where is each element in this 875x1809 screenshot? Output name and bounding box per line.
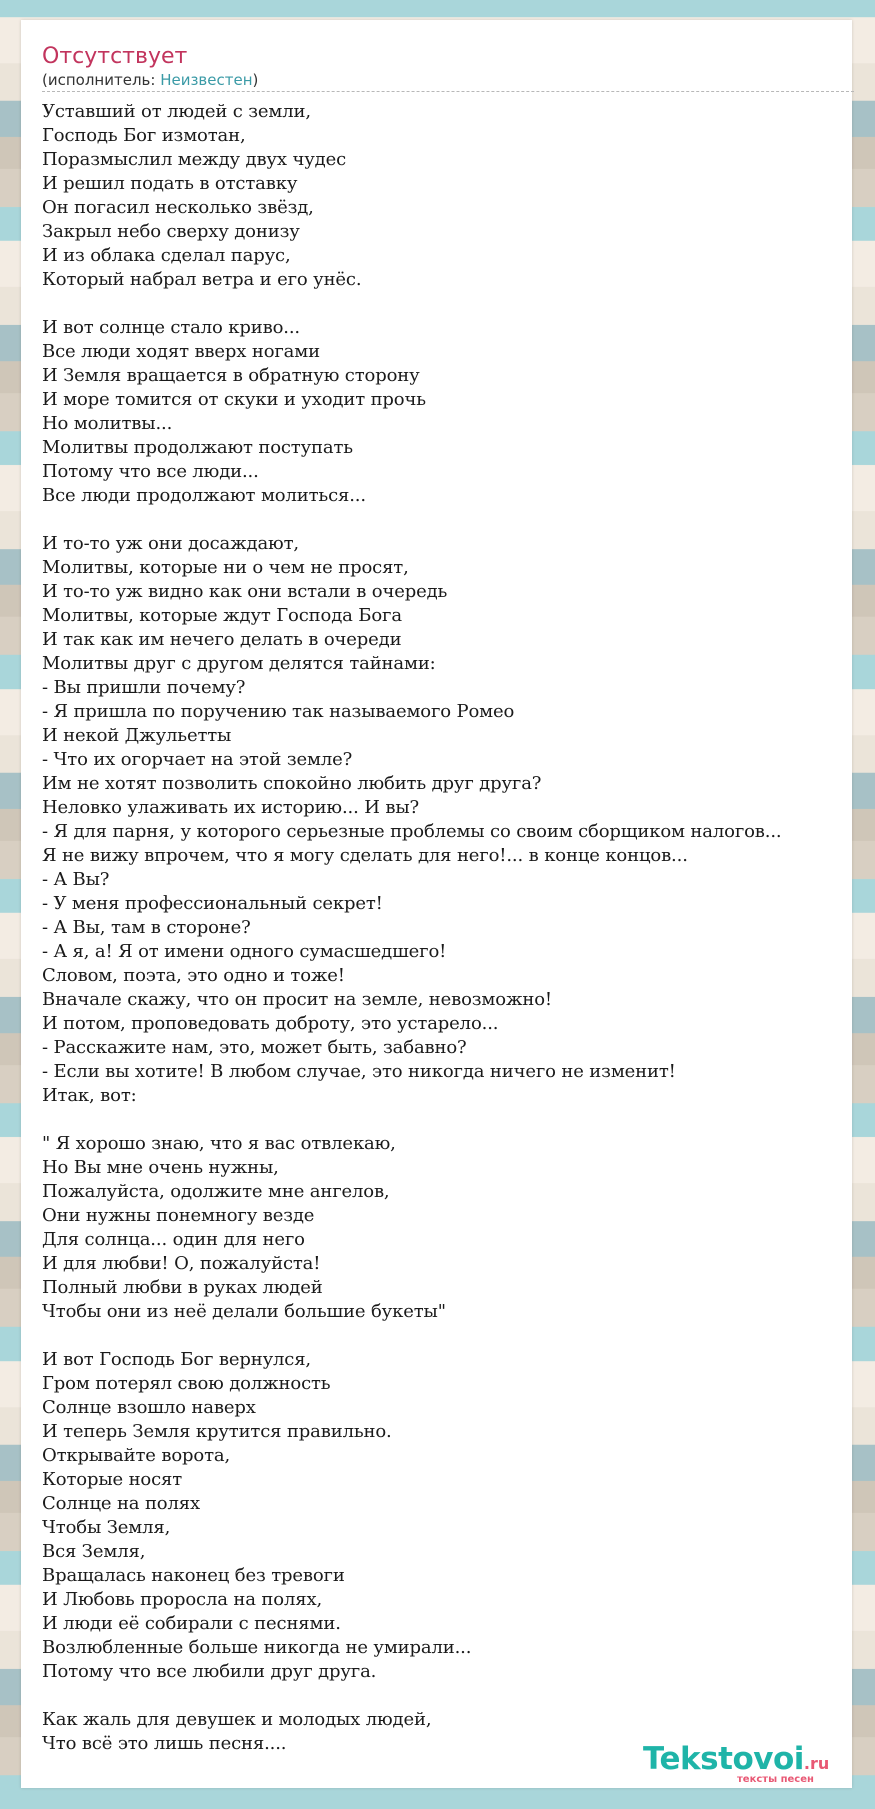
lyric-line: И для любви! О, пожалуйста! [42, 1253, 321, 1274]
lyric-line: Потому что все любили друг друга. [42, 1661, 377, 1682]
lyric-line: Открывайте ворота, [42, 1445, 231, 1466]
lyric-line [42, 1684, 875, 1708]
lyric-line: - А я, а! Я от имени одного сумасшедшего! [42, 941, 447, 962]
lyric-line: Все люди ходят вверх ногами [42, 341, 320, 362]
lyric-line: Молитвы, которые ждут Господа Бога [42, 605, 402, 626]
lyric-line: Полный любви в руках людей [42, 1277, 323, 1298]
lyric-line: И море томится от скуки и уходит прочь [42, 389, 426, 410]
lyric-line: Возлюбленные больше никогда не умирали... [42, 1637, 472, 1658]
lyric-line: И то-то уж видно как они встали в очередь [42, 581, 448, 602]
artist-suffix: ) [252, 71, 259, 89]
lyrics-card [21, 20, 852, 1788]
lyric-line: Словом, поэта, это одно и тоже! [42, 965, 345, 986]
lyric-line: Молитвы продолжают поступать [42, 437, 353, 458]
lyric-line: Вначале скажу, что он просит на земле, невозможно! [42, 989, 552, 1010]
logo-name: Tekstovoi [643, 1741, 804, 1777]
lyric-line: Итак, вот: [42, 1085, 137, 1106]
lyric-line: - Вы пришли почему? [42, 677, 246, 698]
lyric-line [42, 1324, 875, 1348]
lyric-line: И вот Господь Бог вернулся, [42, 1349, 311, 1370]
lyric-line: - Расскажите нам, это, может быть, забавно? [42, 1037, 467, 1058]
lyric-line: - Если вы хотите! В любом случае, это никогда ничего не изменит! [42, 1061, 676, 1082]
lyric-line: Солнце взошло наверх [42, 1397, 256, 1418]
lyric-line: Молитвы друг с другом делятся тайнами: [42, 653, 436, 674]
lyric-line: Чтобы они из неё делали большие букеты" [42, 1301, 446, 1322]
lyric-line: Чтобы Земля, [42, 1517, 171, 1538]
lyric-line: И теперь Земля крутится правильно. [42, 1421, 392, 1442]
lyric-line: Вращалась наконец без тревоги [42, 1565, 345, 1586]
song-title: Отсутствует [42, 44, 188, 69]
lyric-line: Которые носят [42, 1469, 183, 1490]
tekstovoi-logo[interactable] [643, 1739, 843, 1789]
lyric-line: Господь Бог измотан, [42, 125, 246, 146]
lyric-line: И Любовь проросла на полях, [42, 1589, 323, 1610]
lyric-line: - Я пришла по поручению так называемого Ромео [42, 701, 515, 722]
lyric-line: " Я хорошо знаю, что я вас отвлекаю, [42, 1133, 396, 1154]
lyric-line: Все люди продолжают молиться... [42, 485, 366, 506]
lyric-line: Поразмыслил между двух чудес [42, 149, 346, 170]
lyric-line: И некой Джульетты [42, 725, 232, 746]
artist-link[interactable]: Неизвестен [160, 71, 253, 89]
lyric-line: Который набрал ветра и его унёс. [42, 269, 362, 290]
logo-subtitle: тексты песен [737, 1774, 814, 1785]
lyric-line: И вот солнце стало криво... [42, 317, 300, 338]
lyric-line: Солнце на полях [42, 1493, 200, 1514]
lyric-line: - Я для парня, у которого серьезные проблемы со своим сборщиком налогов... [42, 821, 782, 842]
lyric-line: Уставший от людей с земли, [42, 101, 311, 122]
lyric-line: - Что их огорчает на этой земле? [42, 749, 353, 770]
lyric-line [42, 1108, 875, 1132]
lyric-line: Вся Земля, [42, 1541, 146, 1562]
logo-domain: .ru [803, 1754, 830, 1773]
lyric-line: Но Вы мне очень нужны, [42, 1157, 279, 1178]
lyric-line: Им не хотят позволить спокойно любить друг друга? [42, 773, 542, 794]
lyric-line: И люди её собирали с песнями. [42, 1613, 341, 1634]
lyric-line: Для солнца... один для него [42, 1229, 305, 1250]
lyric-line: Неловко улаживать их историю... И вы? [42, 797, 420, 818]
lyric-line: И так как им нечего делать в очереди [42, 629, 402, 650]
lyric-line: Они нужны понемногу везде [42, 1205, 315, 1226]
lyric-line: Молитвы, которые ни о чем не просят, [42, 557, 409, 578]
lyric-line: - А Вы, там в стороне? [42, 917, 251, 938]
artist-prefix: (исполнитель: [42, 71, 161, 89]
lyric-line: Что всё это лишь песня.... [42, 1733, 287, 1754]
lyric-line: Как жаль для девушек и молодых людей, [42, 1709, 432, 1730]
lyric-line: Гром потерял свою должность [42, 1373, 331, 1394]
artist-line [42, 71, 854, 92]
lyrics-text [42, 100, 875, 1756]
lyric-line: И потом, проповедовать доброту, это устарело... [42, 1013, 499, 1034]
lyric-line: И решил подать в отставку [42, 173, 298, 194]
lyric-line: Но молитвы... [42, 413, 173, 434]
lyric-line: И Земля вращается в обратную сторону [42, 365, 420, 386]
lyric-line: Потому что все люди... [42, 461, 259, 482]
lyric-line: Закрыл небо сверху донизу [42, 221, 300, 242]
lyric-line: - У меня профессиональный секрет! [42, 893, 383, 914]
lyric-line: Пожалуйста, одолжите мне ангелов, [42, 1181, 390, 1202]
lyric-line: - А Вы? [42, 869, 110, 890]
lyric-line: Я не вижу впрочем, что я могу сделать для него!... в конце концов... [42, 845, 688, 866]
lyric-line: И из облака сделал парус, [42, 245, 291, 266]
lyric-line [42, 292, 875, 316]
lyric-line: Он погасил несколько звёзд, [42, 197, 314, 218]
lyric-line: И то-то уж они досаждают, [42, 533, 299, 554]
lyric-line [42, 508, 875, 532]
